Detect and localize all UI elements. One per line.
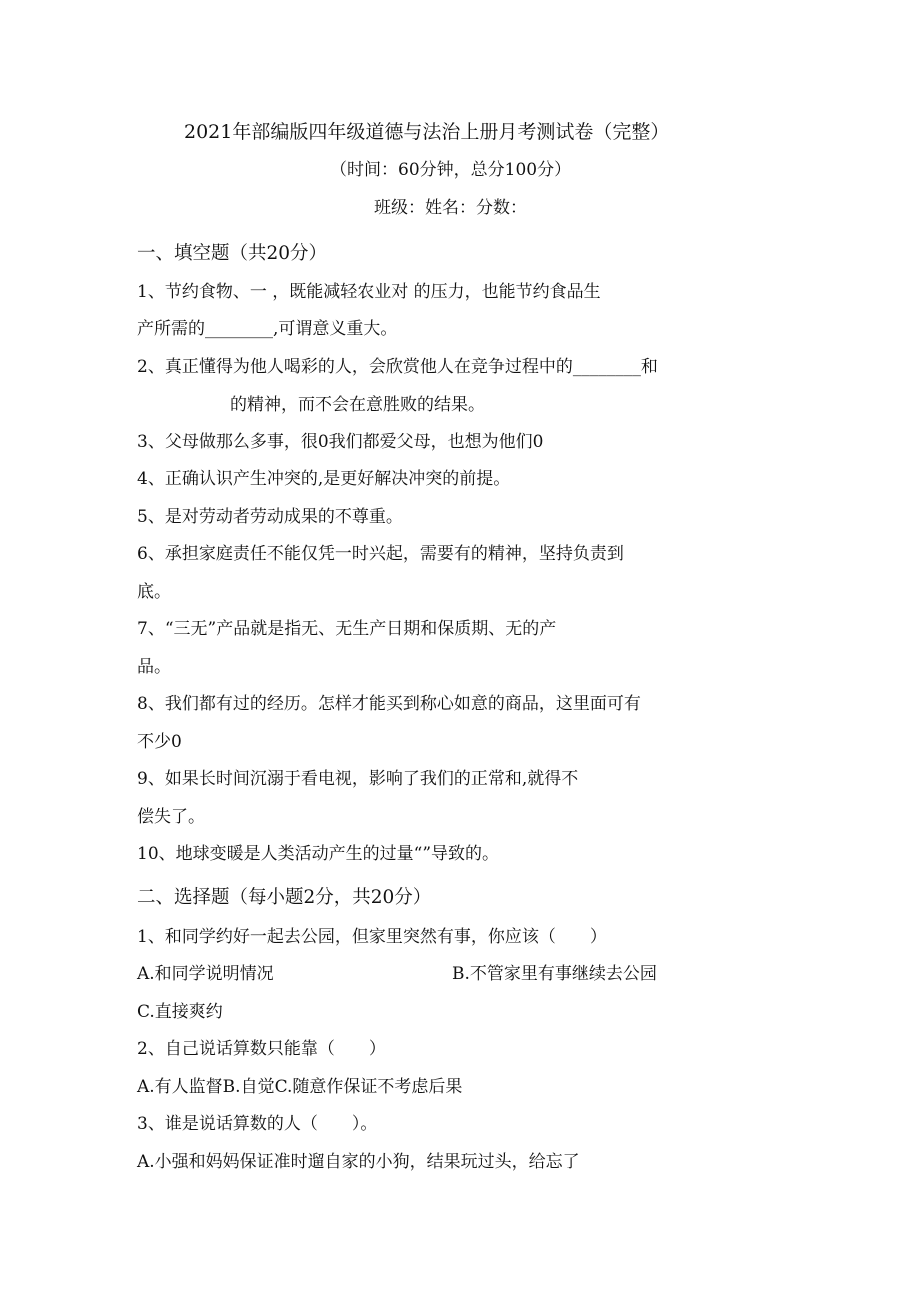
fill-question-9-line-2: 偿失了。 bbox=[137, 807, 205, 827]
choice-question-1-option-b: B.不管家里有事继续去公园 bbox=[452, 964, 657, 984]
fill-question-7-line-1: 7、“三无”产品就是指无、无生产日期和保质期、无的产 bbox=[137, 619, 557, 639]
fill-question-2-line-1: 2、真正懂得为他人喝彩的人，会欣赏他人在竞争过程中的________和 bbox=[137, 357, 658, 377]
choice-question-2-stem: 2、自己说话算数只能靠（ ） bbox=[137, 1039, 386, 1059]
document-subtitle: （时间：60分钟，总分100分） bbox=[330, 160, 572, 180]
section-1-heading: 一、填空题（共20分） bbox=[137, 243, 328, 264]
fill-question-4: 4、正确认识产生冲突的,是更好解决冲突的前提。 bbox=[137, 469, 511, 489]
fill-question-6-line-1: 6、承担家庭责任不能仅凭一时兴起，需要有的精神，坚持负责到 bbox=[137, 544, 624, 564]
choice-question-3-stem: 3、谁是说话算数的人（ ）。 bbox=[137, 1114, 378, 1134]
choice-question-1-stem: 1、和同学约好一起去公园，但家里突然有事，你应该（ ） bbox=[137, 927, 607, 947]
fill-question-6-line-2: 底。 bbox=[137, 582, 171, 602]
fill-question-8-line-2: 不少0 bbox=[137, 732, 182, 752]
choice-question-2-options: A.有人监督B.自觉C.随意作保证不考虑后果 bbox=[137, 1077, 463, 1097]
fill-question-9-line-1: 9、如果长时间沉溺于看电视，影响了我们的正常和,就得不 bbox=[137, 769, 579, 789]
choice-question-1-option-c: C.直接爽约 bbox=[137, 1002, 223, 1022]
fill-question-7-line-2: 品。 bbox=[137, 657, 171, 677]
choice-question-1-option-a: A.和同学说明情况 bbox=[137, 964, 274, 984]
fill-question-3: 3、父母做那么多事，很0我们都爱父母，也想为他们0 bbox=[137, 432, 544, 452]
fill-question-1-line-2: 产所需的________,可谓意义重大。 bbox=[137, 319, 398, 339]
fill-question-2-line-2: 的精神，而不会在意胜败的结果。 bbox=[230, 395, 485, 415]
student-info-line: 班级：姓名：分数： bbox=[374, 198, 527, 218]
document-title: 2021年部编版四年级道德与法治上册月考测试卷（完整） bbox=[184, 121, 670, 143]
fill-question-5: 5、是对劳动者劳动成果的不尊重。 bbox=[137, 507, 403, 527]
section-2-heading: 二、选择题（每小题2分，共20分） bbox=[137, 887, 432, 908]
fill-question-10: 10、地球变暖是人类活动产生的过量“”导致的。 bbox=[137, 844, 500, 864]
fill-question-8-line-1: 8、我们都有过的经历。怎样才能买到称心如意的商品，这里面可有 bbox=[137, 694, 641, 714]
choice-question-3-option-a: A.小强和妈妈保证准时遛自家的小狗，结果玩过头，给忘了 bbox=[137, 1152, 580, 1172]
fill-question-1-line-1: 1、节约食物、一 ，既能减轻农业对 的压力，也能节约食品生 bbox=[137, 282, 601, 302]
